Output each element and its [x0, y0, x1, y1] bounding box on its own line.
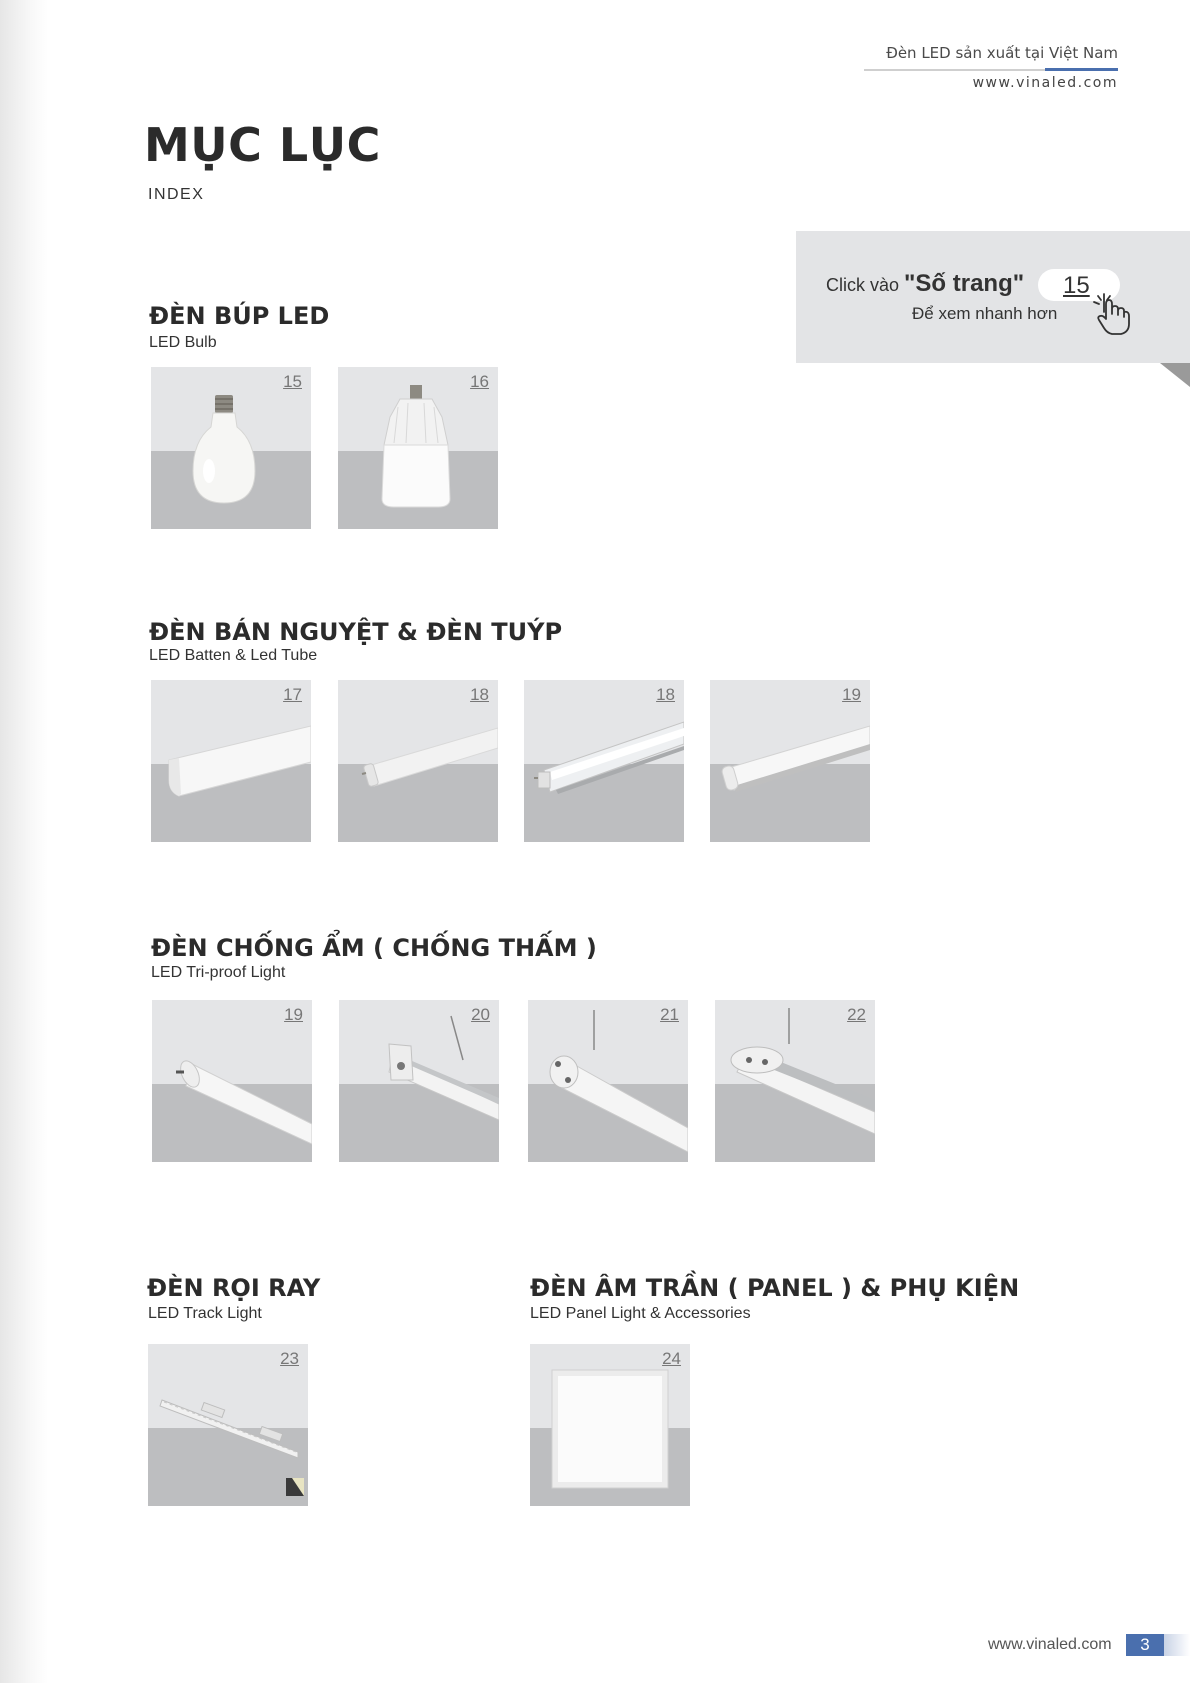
product-thumb-batten[interactable]	[151, 680, 311, 842]
hint-line-2: Để xem nhanh hơn	[912, 304, 1058, 323]
section-subtitle-panel: LED Panel Light & Accessories	[530, 1305, 751, 1322]
product-thumb-triproof-tube[interactable]	[152, 1000, 312, 1162]
page-link[interactable]: 19	[284, 1005, 303, 1024]
page-link[interactable]: 15	[283, 372, 302, 391]
page-link[interactable]: 19	[842, 685, 861, 704]
page-link[interactable]: 18	[470, 685, 489, 704]
footer-website[interactable]: www.vinaled.com	[988, 1636, 1112, 1653]
page-link[interactable]: 20	[471, 1005, 490, 1024]
section-subtitle-batten-tube: LED Batten & Led Tube	[149, 647, 318, 664]
product-thumb-triproof-round[interactable]	[528, 1000, 688, 1162]
section-title-triproof: ĐÈN CHỐNG ẨM ( CHỐNG THẤM )	[151, 934, 597, 962]
page-link[interactable]: 17	[283, 685, 302, 704]
product-thumb-triproof-double[interactable]	[715, 1000, 875, 1162]
section-subtitle-triproof: LED Tri-proof Light	[151, 964, 286, 981]
page-link[interactable]: 23	[280, 1349, 299, 1368]
hint-example-page: 15	[1063, 272, 1090, 299]
page-link[interactable]: 16	[470, 372, 489, 391]
section-title-led-bulb: ĐÈN BÚP LED	[149, 302, 330, 330]
page-title: MỤC LỤC	[144, 118, 381, 172]
page-link[interactable]: 18	[656, 685, 675, 704]
hint-line-1	[826, 270, 1024, 298]
page-link[interactable]: 21	[660, 1005, 679, 1024]
hint-box-fold	[1160, 363, 1190, 387]
page-subtitle: INDEX	[148, 186, 205, 203]
product-thumb-panel-light[interactable]	[530, 1344, 690, 1506]
page-link[interactable]: 24	[662, 1349, 681, 1368]
product-thumb-tube[interactable]	[338, 680, 498, 842]
section-title-batten-tube: ĐÈN BÁN NGUYỆT & ĐÈN TUÝP	[149, 618, 563, 646]
product-thumb-batten-slim[interactable]	[710, 680, 870, 842]
header-website[interactable]: www.vinaled.com	[972, 75, 1118, 91]
product-thumb-track-light[interactable]	[148, 1344, 308, 1506]
page-link[interactable]: 22	[847, 1005, 866, 1024]
page-edge-shading	[0, 0, 48, 1683]
header-tagline: Đèn LED sản xuất tại Việt Nam	[886, 44, 1118, 62]
section-title-track-light: ĐÈN RỌI RAY	[147, 1274, 321, 1302]
section-subtitle-led-bulb: LED Bulb	[149, 334, 217, 351]
product-thumb-tube-frame[interactable]	[524, 680, 684, 842]
product-thumb-triproof-linear[interactable]	[339, 1000, 499, 1162]
product-thumb-led-bulb[interactable]	[151, 367, 311, 529]
footer-page-badge-fade	[1164, 1634, 1190, 1656]
hint-prefix: Click vào	[826, 275, 905, 295]
product-thumb-high-power-bulb[interactable]	[338, 367, 498, 529]
header-divider-accent	[1045, 68, 1118, 71]
footer-page-number: 3	[1140, 1635, 1150, 1654]
pointing-hand-icon	[1088, 288, 1132, 336]
section-title-panel: ĐÈN ÂM TRẦN ( PANEL ) & PHỤ KIỆN	[530, 1274, 1020, 1302]
section-subtitle-track-light: LED Track Light	[148, 1305, 262, 1322]
hint-emphasis: "Số trang"	[904, 270, 1025, 297]
